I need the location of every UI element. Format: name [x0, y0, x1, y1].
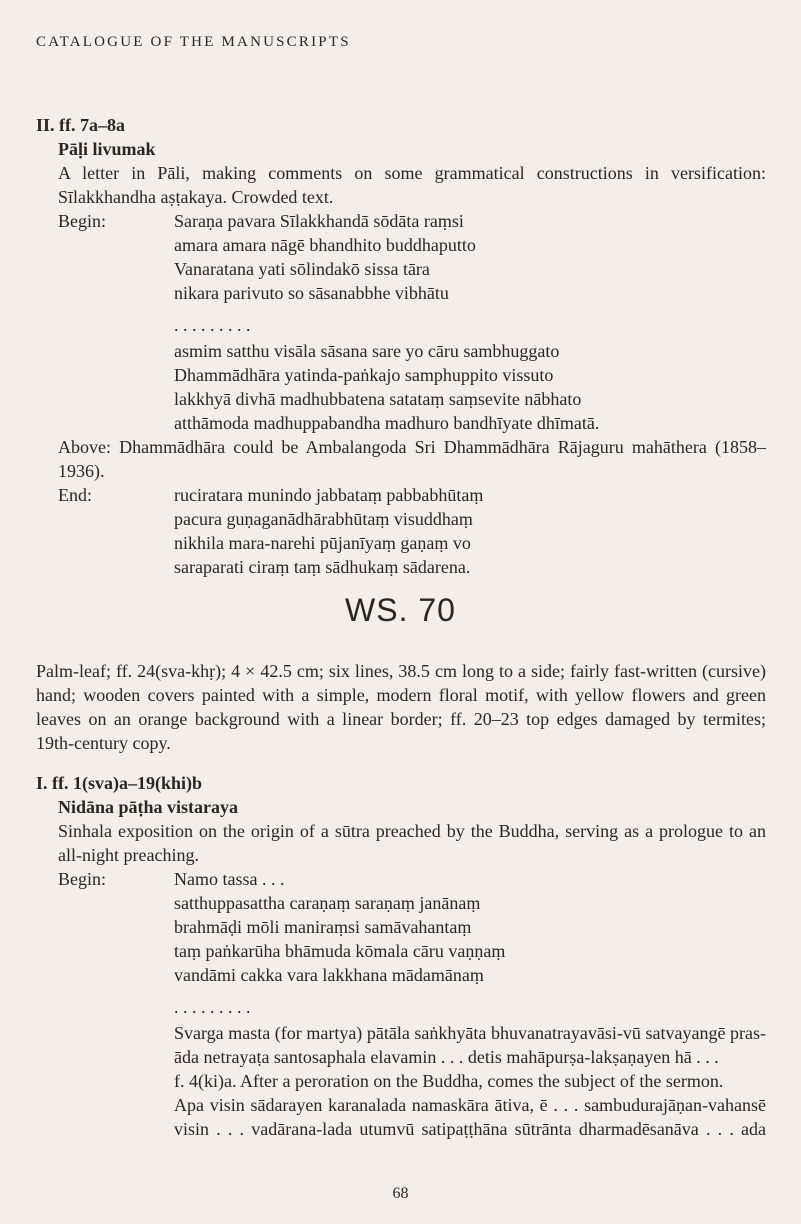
verse-line: satthuppasattha caraṇaṃ saraṇaṃ janānaṃ [174, 893, 481, 913]
verse-line: atthāmoda madhuppabandha madhuro bandhīyate dhīmatā. [174, 413, 600, 433]
prose-line: visin . . . vadārana-lada utumvū satipaṭṭhāna sūtrānta dharmadēsanāva . . . ada [174, 1119, 766, 1139]
prose-line: āda netrayaṭa santosaphala elavamin . . . detis mahāpurṣa-lakṣaṇayen hā . . . [174, 1047, 719, 1067]
running-head: CATALOGUE OF THE MANUSCRIPTS [36, 34, 351, 50]
above-note: 1936). [58, 461, 105, 481]
section-title: Pāḷi livumak [58, 139, 156, 159]
verse-line: pacura guṇaganādhārabhūtaṃ visuddhaṃ [174, 509, 473, 529]
manuscript-description: hand; wooden covers painted with a simple, modern floral motif, with yellow flowers and green [36, 685, 766, 705]
verse-line: nikara parivuto so sāsanabbhe vibhātu [174, 283, 449, 303]
verse-line: brahmāḍi mōli maniraṃsi samāvahantaṃ [174, 917, 472, 937]
end-label: End: [58, 485, 92, 505]
verse-line: ruciratara munindo jabbataṃ pabbabhūtaṃ [174, 485, 484, 505]
section-heading: I. ff. 1(sva)a–19(khi)b [36, 773, 203, 793]
manuscript-description: 19th-century copy. [36, 733, 171, 753]
begin-label: Begin: [58, 869, 106, 889]
verse-line: Namo tassa . . . [174, 869, 285, 889]
verse-line: Dhammādhāra yatinda-paṅkajo samphuppito vissuto [174, 365, 554, 385]
manuscript-description: Palm-leaf; ff. 24(sva-khṛ); 4 × 42.5 cm; six lines, 38.5 cm long to a side; fairly fast-written (cursive) [36, 661, 766, 681]
section-description: all-night preaching. [58, 845, 199, 865]
page-number: 68 [392, 1185, 409, 1202]
verse-line: Vanaratana yati sōlindakō sissa tāra [174, 259, 430, 279]
section-description: Sīlakkhandha aṣṭakaya. Crowded text. [58, 187, 334, 207]
verse-line: nikhila mara-narehi pūjanīyaṃ gaṇaṃ vo [174, 533, 471, 553]
manuscript-number: WS. 70 [345, 592, 456, 628]
prose-line: f. 4(ki)a. After a peroration on the Buddha, comes the subject of the sermon. [174, 1071, 724, 1091]
verse-line: Saraṇa pavara Sīlakkhandā sōdāta raṃsi [174, 211, 464, 231]
section-title: Nidāna pāṭha vistaraya [58, 797, 239, 817]
verse-line: asmim satthu visāla sāsana sare yo cāru sambhuggato [174, 341, 560, 361]
section-description: Sinhala exposition on the origin of a sūtra preached by the Buddha, serving as a prologue to an [58, 821, 766, 841]
verse-line: lakkhyā divhā madhubbatena satataṃ saṃsevite nābhato [174, 389, 582, 409]
section-description: A letter in Pāli, making comments on some grammatical constructions in versification: [58, 163, 766, 183]
ellipsis-line: . . . . . . . . . [174, 997, 251, 1017]
verse-line: vandāmi cakka vara lakkhana mādamānaṃ [174, 965, 484, 985]
manuscript-description: leaves on an orange background with a linear border; ff. 20–23 top edges damaged by termites; [36, 709, 766, 729]
section-heading: II. ff. 7a–8a [36, 115, 125, 135]
verse-line: amara amara nāgē bhandhito buddhaputto [174, 235, 476, 255]
prose-line: Apa visin sādarayen karanalada namaskāra ātiva, ē . . . sambudurajāṇan-vahansē [174, 1095, 766, 1115]
prose-line: Svarga masta (for martya) pātāla saṅkhyāta bhuvanatrayavāsi-vū satvayangē pras- [174, 1023, 766, 1043]
verse-line: saraparati ciraṃ taṃ sādhukaṃ sādarena. [174, 557, 471, 577]
above-note: Above: Dhammādhāra could be Ambalangoda Sri Dhammādhāra Rājaguru mahāthera (1858– [58, 437, 766, 457]
begin-label: Begin: [58, 211, 106, 231]
verse-line: taṃ paṅkarūha bhāmuda kōmala cāru vaṇṇaṃ [174, 941, 506, 961]
ellipsis-line: . . . . . . . . . [174, 315, 251, 335]
